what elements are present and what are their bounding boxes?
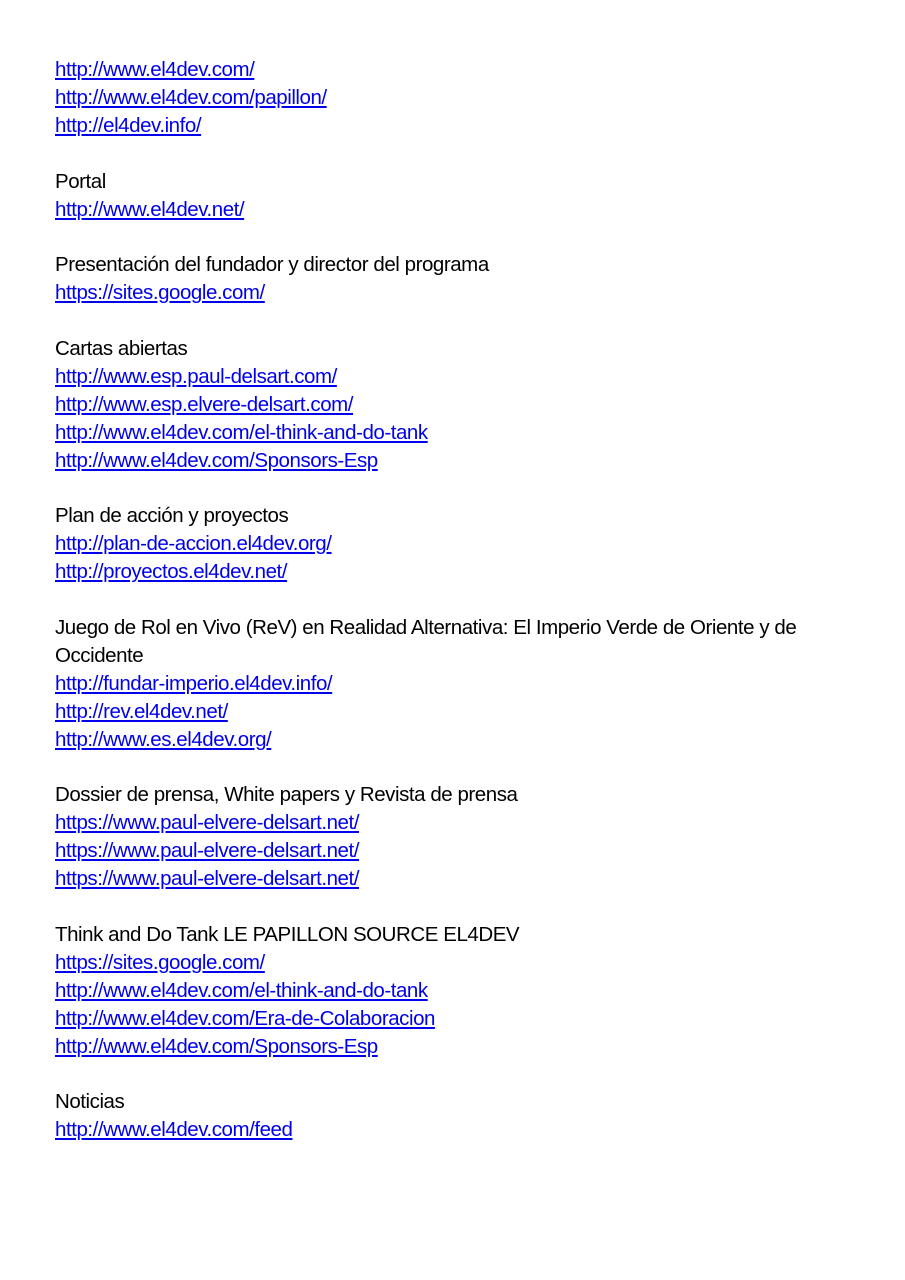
link-section (55, 502, 845, 586)
link-section (55, 781, 845, 893)
section-title: Think and Do Tank LE PAPILLON SOURCE EL4DEV (55, 922, 520, 946)
hyperlink[interactable]: http://plan-de-accion.el4dev.org/ (55, 532, 332, 556)
section-title: Juego de Rol en Vivo (ReV) en Realidad Alternativa: El Imperio Verde de Oriente y de Occidente (55, 616, 797, 667)
section-title: Noticias (55, 1090, 125, 1114)
hyperlink[interactable]: http://www.el4dev.com/el-think-and-do-tank (55, 420, 428, 444)
hyperlink[interactable]: http://el4dev.info/ (55, 113, 202, 137)
hyperlink[interactable]: http://www.el4dev.com/Sponsors-Esp (55, 448, 378, 472)
hyperlink[interactable]: http://www.el4dev.com/feed (55, 1118, 293, 1142)
section-title: Plan de acción y proyectos (55, 504, 289, 528)
hyperlink[interactable]: https://www.paul-elvere-delsart.net/ (55, 839, 359, 863)
link-section (55, 614, 845, 754)
hyperlink[interactable]: http://www.el4dev.net/ (55, 197, 245, 221)
document-page (55, 56, 845, 1172)
link-section (55, 251, 845, 307)
link-section (55, 921, 845, 1061)
hyperlink[interactable]: http://www.el4dev.com/papillon/ (55, 85, 327, 109)
link-section (55, 1088, 845, 1144)
hyperlink[interactable]: http://www.es.el4dev.org/ (55, 727, 272, 751)
hyperlink[interactable]: http://www.esp.paul-delsart.com/ (55, 364, 337, 388)
hyperlink[interactable]: http://www.el4dev.com/el-think-and-do-tank (55, 978, 428, 1002)
hyperlink[interactable]: http://www.el4dev.com/ (55, 58, 255, 81)
hyperlink[interactable]: http://www.el4dev.com/Sponsors-Esp (55, 1034, 378, 1058)
hyperlink[interactable]: https://www.paul-elvere-delsart.net/ (55, 811, 359, 835)
hyperlink[interactable]: https://sites.google.com/ (55, 281, 265, 305)
link-section (55, 168, 845, 224)
hyperlink[interactable]: https://sites.google.com/ (55, 950, 265, 974)
section-title: Presentación del fundador y director del programa (55, 253, 489, 277)
link-section (55, 335, 845, 475)
section-title: Cartas abiertas (55, 337, 188, 361)
hyperlink[interactable]: http://www.esp.elvere-delsart.com/ (55, 392, 354, 416)
section-title: Portal (55, 169, 106, 193)
hyperlink[interactable]: http://rev.el4dev.net/ (55, 699, 228, 723)
hyperlink[interactable]: https://www.paul-elvere-delsart.net/ (55, 867, 359, 891)
link-section (55, 56, 845, 140)
hyperlink[interactable]: http://fundar-imperio.el4dev.info/ (55, 671, 333, 695)
hyperlink[interactable]: http://www.el4dev.com/Era-de-Colaboracion (55, 1006, 435, 1030)
hyperlink[interactable]: http://proyectos.el4dev.net/ (55, 560, 288, 584)
section-title: Dossier de prensa, White papers y Revista de prensa (55, 783, 518, 807)
